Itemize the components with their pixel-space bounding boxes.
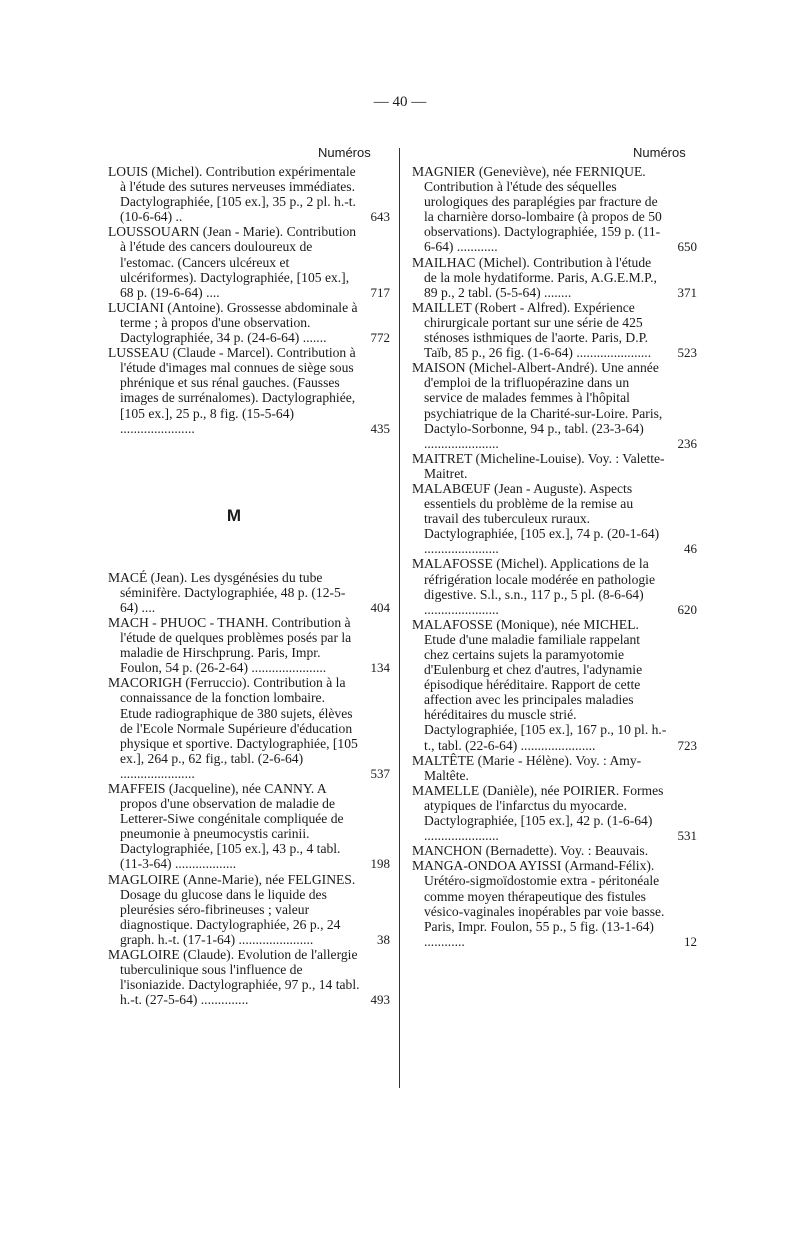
index-entry: MAILLET (Robert - Alfred). Expérience chirurgicale portant sur une série de 425 sténoses isthmiques de l'aorte. Paris, D.P. Taïb, 85 p., 26 fig. (1-6-64) ...................... 523 bbox=[412, 299, 697, 361]
index-entry: MAGNIER (Geneviève), née FERNIQUE. Contribution à l'étude des séquelles urologiques des paraplégies par fracture de la charnière dorso-lombaire (à propos de 50 observations). Dactylographiée, 159 p. (11-6-64) ............ 650 bbox=[412, 164, 697, 255]
index-entry: MALABŒUF (Jean - Auguste). Aspects essentiels du problème de la remise au travail des tuberculeux ruraux. Dactylographiée, [105 ex.], 74 p. (20-1-64) ...................... 46 bbox=[412, 480, 697, 557]
cross-reference-entry: MALTÊTE (Marie - Hélène). Voy. : Amy-Maltête. bbox=[412, 752, 642, 783]
entry-number: 404 bbox=[370, 599, 390, 615]
cross-reference-entry: MAITRET (Micheline-Louise). Voy. : Valette-Maitret. bbox=[412, 450, 665, 481]
entry-number: 643 bbox=[370, 209, 390, 225]
entry-number: 134 bbox=[370, 660, 390, 676]
entry-number: 371 bbox=[677, 284, 697, 300]
entry-number: 523 bbox=[677, 345, 697, 361]
index-entry: MAILHAC (Michel). Contribution à l'étude de la mole hydatiforme. Paris, A.G.E.M.P., 89 p., 2 tabl. (5-5-64) ........ 371 bbox=[412, 254, 697, 300]
entry-number: 531 bbox=[677, 828, 697, 844]
index-entry: MACORIGH (Ferruccio). Contribution à la connaissance de la fonction lombaire. Etude radiographique de 380 sujets, élèves de l'Ecole Normale Supérieure d'éducation physique et sportive. Dactylographiée, [105 ex.], 264 p., 62 fig., tabl. (2-6-64) ...................... 537 bbox=[108, 675, 390, 781]
entry-number: 723 bbox=[677, 737, 697, 753]
index-entry: MALAFOSSE (Michel). Applications de la réfrigération locale modérée en pathologie digestive. S.l., s.n., 117 p., 5 pl. (8-6-64) ...................... 620 bbox=[412, 556, 697, 617]
section-letter-heading: M bbox=[226, 505, 242, 525]
entry-number: 717 bbox=[370, 284, 390, 300]
right-column bbox=[412, 164, 697, 949]
left-column bbox=[108, 164, 390, 1007]
entry-number: 537 bbox=[370, 765, 390, 781]
column-divider bbox=[399, 148, 400, 1088]
entry-number: 493 bbox=[370, 992, 390, 1008]
index-entry: MAISON (Michel-Albert-André). Une année d'emploi de la trifluopérazine dans un service de malades femmes à l'hôpital psychiatrique de la Charité-sur-Loire. Paris, Dactylo-Sorbonne, 94 p., tabl. (23-3-64) ...................... 236 bbox=[412, 360, 697, 451]
page-number: — 40 — bbox=[373, 94, 427, 110]
entry-number: 46 bbox=[684, 541, 697, 557]
entry-number: 620 bbox=[677, 601, 697, 617]
right-column-header: Numéros bbox=[633, 145, 686, 160]
entry-number: 772 bbox=[370, 330, 390, 346]
index-entry: LOUSSOUARN (Jean - Marie). Contribution à l'étude des cancers douloureux de l'estomac. (Cancers ulcéreux et ulcériformes). Dactylographiée, [105 ex.], 68 p. (19-6-64) .... 717 bbox=[108, 224, 390, 300]
index-entry: MAMELLE (Danièle), née POIRIER. Formes atypiques de l'infarctus du myocarde. Dactylographiée, [105 ex.], 42 p. (1-6-64) ...................... 531 bbox=[412, 782, 697, 844]
index-entry: MAGLOIRE (Claude). Evolution de l'allergie tuberculinique sous l'influence de l'isoniazide. Dactylographiée, 97 p., 14 tabl. h.-t. (27-5-64) .............. 493 bbox=[108, 947, 390, 1008]
entry-number: 38 bbox=[377, 931, 390, 947]
index-entry: MAGLOIRE (Anne-Marie), née FELGINES. Dosage du glucose dans le liquide des pleurésies séro-fibrineuses ; valeur diagnostique. Dactylographiée, 26 p., 24 graph. h.-t. (17-1-64) ...................... 38 bbox=[108, 871, 390, 947]
cross-reference-entry: MANCHON (Bernadette). Voy. : Beauvais. bbox=[412, 843, 649, 859]
index-entry: MACH - PHUOC - THANH. Contribution à l'étude de quelques problèmes posés par la maladie de Hirschprung. Paris, Impr. Foulon, 54 p. (26-2-64) ...................... 134 bbox=[108, 614, 390, 676]
index-entry: LUCIANI (Antoine). Grossesse abdominale à terme ; à propos d'une observation. Dactylographiée, 34 p. (24-6-64) ....... 772 bbox=[108, 299, 390, 346]
entry-number: 435 bbox=[370, 420, 390, 436]
index-entry: MANGA-ONDOA AYISSI (Armand-Félix). Urétéro-sigmoïdostomie extra - péritonéale comme moyen thérapeutique des fistules vésico-vaginales inopérables par voie basse. Paris, Impr. Foulon, 55 p., 5 fig. (13-1-64) ............ 12 bbox=[412, 858, 697, 949]
entry-number: 236 bbox=[677, 435, 697, 451]
index-entry: MAFFEIS (Jacqueline), née CANNY. A propos d'une observation de maladie de Letterer-Siwe congénitale compliquée de pneumonie à pneumocystis carinii. Dactylographiée, [105 ex.], 43 p., 4 tabl. (11-3-64) .................. 198 bbox=[108, 781, 390, 872]
entry-number: 12 bbox=[684, 933, 697, 949]
index-entry: MACÉ (Jean). Les dysgénésies du tube séminifère. Dactylographiée, 48 p. (12-5-64) .... 404 bbox=[108, 569, 390, 615]
entry-number: 198 bbox=[370, 856, 390, 872]
left-column-header: Numéros bbox=[318, 145, 371, 160]
index-entry: LUSSEAU (Claude - Marcel). Contribution à l'étude d'images mal connues de siège sous phrénique et sus rénal gauches. (Fausses images de surrénalomes). Dactylographiée, [105 ex.], 25 p., 8 fig. (15-5-64) ...................... 435 bbox=[108, 345, 390, 436]
index-entry: LOUIS (Michel). Contribution expérimentale à l'étude des sutures nerveuses immédiates. Dactylographiée, [105 ex.], 35 p., 2 pl. h.-t. (10-6-64) .. 643 bbox=[108, 164, 390, 225]
index-entry: MALAFOSSE (Monique), née MICHEL. Etude d'une maladie familiale rappelant chez certains sujets la paramyotomie d'Eulenburg et chez d'autres, l'adynamie épisodique héréditaire. Rapport de cette affection avec les principales maladies héréditaires du muscle strié. Dactylographiée, [105 ex.], 167 p., 10 pl. h.-t., tabl. (22-6-64) ...................... 723 bbox=[412, 616, 697, 753]
entry-number: 650 bbox=[677, 239, 697, 255]
